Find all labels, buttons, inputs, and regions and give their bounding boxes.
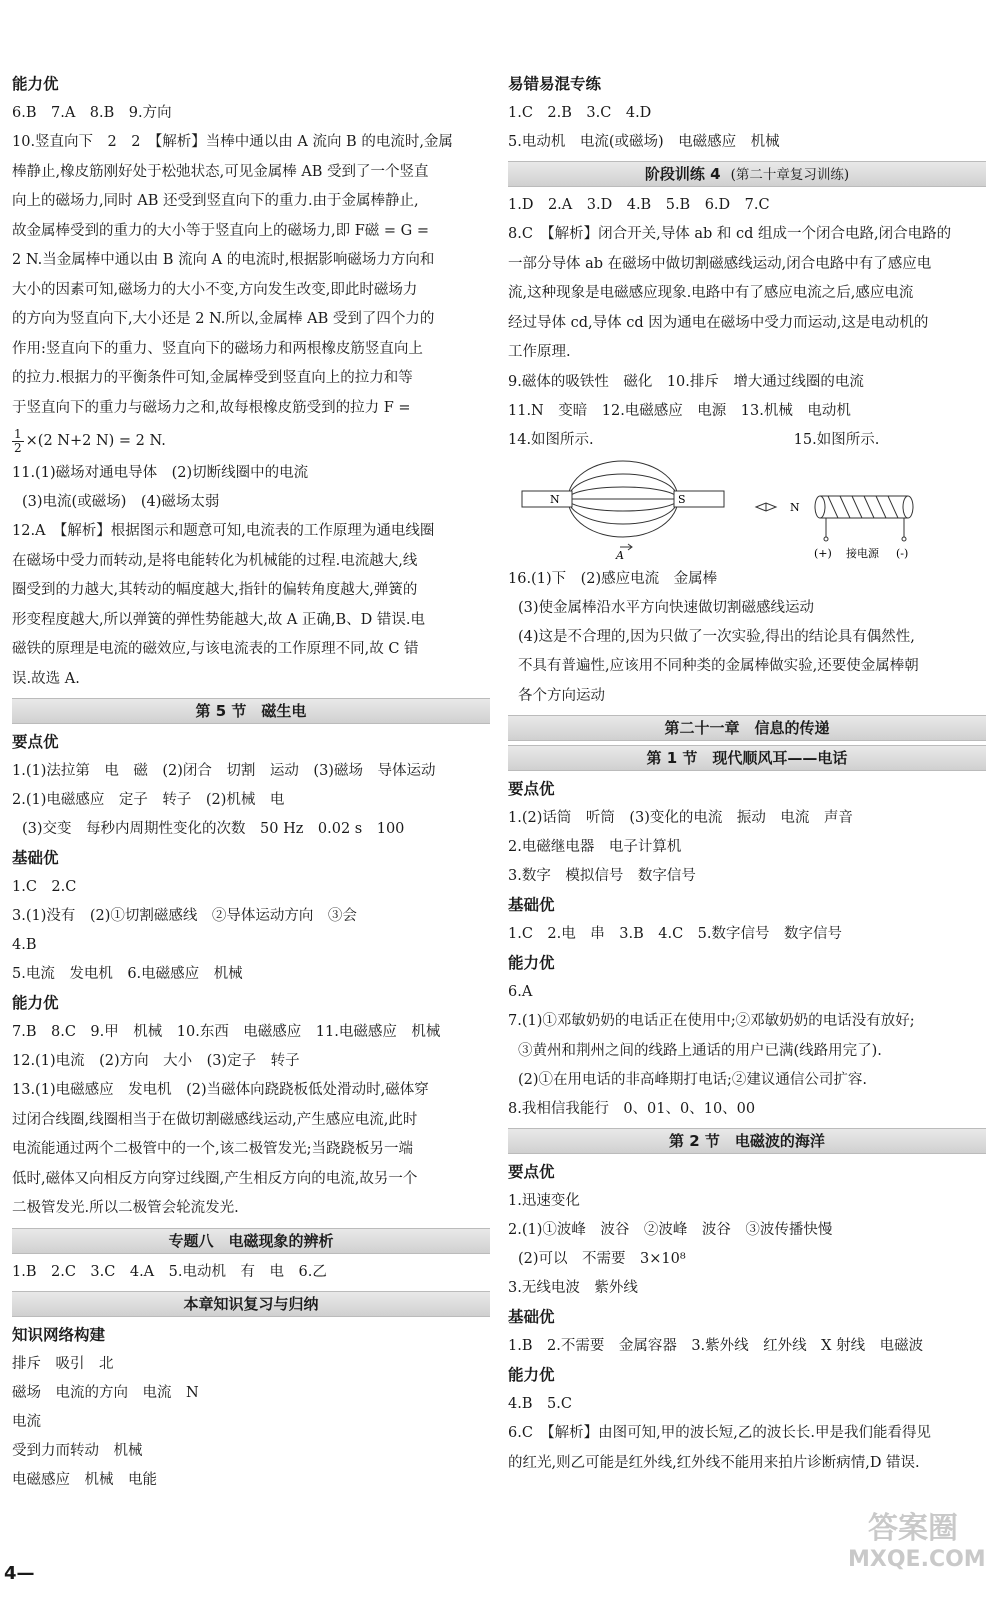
label-minus: (-) [896,546,909,560]
heading-jichu: 基础优 [12,849,59,867]
right-column [508,70,986,1478]
answer-line: 2.(1)电磁感应 定子 转子 (2)机械 电 [12,792,285,808]
answer-8: 8.C 【解析】闭合开关,导体 ab 和 cd 组成一个闭合电路,闭合电路的 一部分导体 ab 在磁场中做切割磁感线运动,闭合电路中有了感应电 流,这种现象是电磁感应现象.电路中有了感应电流之后,感应电流 经过导体 cd,导体 cd 因为通电在磁场中受力而运动,这是电动机的 工作原理. [508,226,952,360]
answer-line: 7.B 8.C 9.甲 机械 10.东西 电磁感应 11.电磁感应 机械 [12,1024,441,1040]
answer-line: 1.C 2.B 3.C 4.D [508,105,652,121]
chapter-bar: 第二十一章 信息的传递 [508,715,986,741]
answer-line: 14.如图所示. 15.如图所示. [508,431,880,448]
answer-13: 13.(1)电磁感应 发电机 (2)当磁体向跷跷板低处滑动时,磁体穿 过闭合线圈,线圈相当于在做切割磁感线运动,产生感应电流,此时 电流能通过两个二极管中的一个,该二极管发光;当跷跷板另一端 低时,磁体又向相反方向穿过线圈,产生相反方向的电流,故另一个 二极管发光.所以二极管会轮流发光. [12,1082,429,1216]
answer-line: (2)可以 不需要 3×10⁸ [518,1251,686,1267]
answer-12: 12.A 【解析】根据图示和题意可知,电流表的工作原理为通电线圈 在磁场中受力而转动,是将电能转化为机械能的过程.电流越大,线 圈受到的力越大,其转动的幅度越大,指针的偏转角度越大,弹簧的 形变程度越大,所以弹簧的弹性势能越大,故 A 正确,B、D 错误.电 磁铁的原理是电流的磁效应,与该电流表的工作原理不同,故 C 错 误.故选 A. [12,523,435,687]
watermark-logo: 答案圈 MXQE.COM [848,1511,986,1572]
fraction: $\frac{1}{2}$ [14,426,22,455]
label-n: N [550,492,560,506]
answer-line: (3)电流(或磁场) (4)磁场太弱 [22,494,220,510]
answer-line: 6.A [508,984,533,1000]
answer-line: 磁场 电流的方向 电流 N [12,1384,199,1401]
answer-line: 1.B 2.C 3.C 4.A 5.电动机 有 电 6.乙 [12,1263,327,1280]
heading-jichu: 基础优 [508,896,555,914]
magnet-field-figure [508,457,986,561]
answer-line: 5.电动机 电流(或磁场) 电磁感应 机械 [508,134,780,150]
answer-line: 3.(1)没有 (2)①切割磁感线 ②导体运动方向 ③会 [12,908,357,924]
label-plus: (+) [814,546,832,560]
stage-bar: 阶段训练 4 (第二十章复习训练) [508,161,986,187]
heading-nengli: 能力优 [12,994,59,1012]
answer-line: 9.磁体的吸铁性 磁化 10.排斥 增大通过线圈的电流 [508,373,864,390]
topic-bar: 专题八 电磁现象的辨析 [12,1228,490,1254]
answer-line: 4.B [12,937,37,953]
answer-line: 2.(1)①波峰 波谷 ②波峰 波谷 ③波传播快慢 [508,1222,833,1238]
answer-line: 1.(1)法拉第 电 磁 (2)闭合 切割 运动 (3)磁场 导体运动 [12,763,436,779]
heading-jichu: 基础优 [508,1308,555,1326]
answer-line: (3)交变 每秒内周期性变化的次数 50 Hz 0.02 s 100 [22,821,405,837]
answer-line: 12.(1)电流 (2)方向 大小 (3)定子 转子 [12,1053,300,1069]
answer-line: 11.(1)磁场对通电导体 (2)切断线圈中的电流 [12,465,309,481]
heading-network: 知识网络构建 [12,1325,106,1344]
answer-line: 3.数字 模拟信号 数字信号 [508,868,696,884]
answer-line: 6.B 7.A 8.B 9.方向 [12,105,172,121]
answer-line: 1.迅速变化 [508,1193,580,1209]
answer-line: 电磁感应 机械 电能 [12,1471,157,1488]
label-n2: N [790,500,800,514]
section-bar: 第 1 节 现代顺风耳——电话 [508,745,986,771]
answer-line: 3.无线电波 紫外线 [508,1280,638,1296]
answer-7: 7.(1)①邓敏奶奶的电话正在使用中;②邓敏奶奶的电话没有放好; ③黄州和荆州之间的线路上通话的用户已满(线路用完了). [508,1013,915,1059]
answer-16-4: (4)这是不合理的,因为只做了一次实验,得出的结论具有偶然性, 不具有普遍性,应该用不同种类的金属棒做实验,还要使金属棒朝 各个方向运动 [518,628,919,704]
page-number: 4— [4,1563,35,1584]
heading-yaodian: 要点优 [508,780,555,798]
heading-yicuo: 易错易混专练 [508,75,602,93]
answer-line: 4.B 5.C [508,1396,572,1412]
answer-10: 10.竖直向下 2 2 【解析】当棒中通以由 A 流向 B 的电流时,金属 棒静止,橡皮筋刚好处于松弛状态,可见金属棒 AB 受到了一个竖直 向上的磁场力,同时 AB 还受到竖直向下的重力.由于金属棒静止, 故金属棒受到的重力的大小等于竖直向上的磁场力,即 F磁 = G = 2 N.当金属棒中通以由 B 流向 A 的电流时,根据影响磁场力方向和 大小的因素可知,磁场力的大小不变,方向发生改变,即此时磁场力 的方向为竖直向下,大小还是 2 N.所以,金属棒 AB 受到了四个力的 作用:竖直向下的重力、竖直向下的磁场力和两根橡皮筋竖直向上 的拉力.根据力的平衡条件可知,金属棒受到竖直向上的拉力和等 于竖直向下的重力与磁场力之和,故每根橡皮筋受到的拉力 F = $\frac{1}{2}$ ×(2 N+2 N) = 2 N. [12,134,453,455]
answer-line: (3)使金属棒沿水平方向快速做切割磁感线运动 [518,599,815,616]
answer-line: 1.C 2.电 串 3.B 4.C 5.数字信号 数字信号 [508,926,843,942]
label-s: S [678,492,686,506]
answer-6: 6.C 【解析】由图可知,甲的波长短,乙的波长长.甲是我们能看得见 的红光,则乙可能是红外线,红外线不能用来拍片诊断病情,D 错误. [508,1425,932,1471]
heading-yaodian: 要点优 [508,1163,555,1181]
answer-line: 受到力而转动 机械 [12,1442,143,1459]
section-bar: 第 2 节 电磁波的海洋 [508,1128,986,1154]
section-bar: 第 5 节 磁生电 [12,698,490,724]
answer-line: 5.电流 发电机 6.电磁感应 机械 [12,966,243,982]
answer-line: 11.N 变暗 12.电磁感应 电源 13.机械 电动机 [508,402,851,419]
heading-nengli: 能力优 [508,1366,555,1384]
answer-line: 1.C 2.C [12,879,77,895]
answer-line: 1.D 2.A 3.D 4.B 5.B 6.D 7.C [508,197,770,213]
review-bar: 本章知识复习与归纳 [12,1291,490,1317]
answer-line: 排斥 吸引 北 [12,1355,114,1372]
answer-line: 8.我相信我能行 0、01、0、10、00 [508,1101,756,1117]
label-power: 接电源 [846,546,879,560]
answer-line: 16.(1)下 (2)感应电流 金属棒 [508,570,718,587]
answer-line: 1.(2)话筒 听筒 (3)变化的电流 振动 电流 声音 [508,810,853,826]
heading-nengli: 能力优 [508,954,555,972]
answer-line: 电流 [12,1413,41,1430]
answer-line: 1.B 2.不需要 金属容器 3.紫外线 红外线 X 射线 电磁波 [508,1338,924,1354]
heading-nengli: 能力优 [12,75,59,93]
heading-yaodian: 要点优 [12,733,59,751]
label-a: A [616,548,624,561]
left-column [12,70,490,1495]
figures [508,457,986,561]
answer-line: (2)①在用电话的非高峰期打电话;②建议通信公司扩容. [518,1072,868,1088]
answer-line: 2.电磁继电器 电子计算机 [508,839,682,855]
